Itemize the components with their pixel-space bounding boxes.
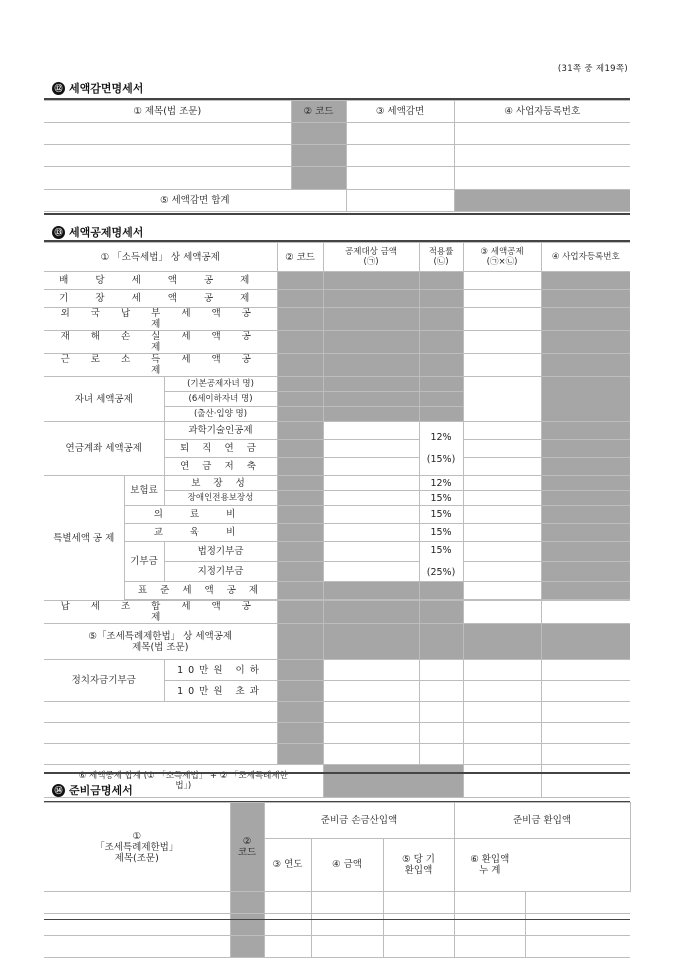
credit-input[interactable] — [463, 681, 541, 702]
shaded-cell — [541, 272, 630, 290]
code-cell[interactable] — [291, 145, 346, 167]
header-income-tax-credit: ① 「소득세법」 상 세액공제 — [44, 243, 277, 272]
cell-input[interactable] — [44, 167, 291, 190]
section-14-top-rule — [44, 772, 630, 774]
shaded-cell — [323, 377, 419, 392]
rate-input[interactable] — [419, 702, 463, 723]
credit-input[interactable] — [463, 601, 541, 624]
shaded-cell — [419, 308, 463, 331]
cell-input[interactable] — [454, 914, 525, 936]
credit-total-label-cont: 법」) — [175, 781, 192, 791]
pension-science: 과학기술인공제 — [164, 422, 277, 440]
section-13-label: 세액공제명세서 — [69, 226, 144, 239]
header-code — [230, 803, 264, 892]
bizno-input[interactable] — [541, 660, 630, 681]
header-bizno: ④ 사업자등록번호 — [454, 101, 630, 123]
bizno-input[interactable] — [541, 681, 630, 702]
code-cell — [277, 290, 323, 308]
special-tax-act-label: ⑤「조세특례제한법」 상 세액공제 — [88, 630, 233, 642]
row-bookkeeping-credit: 기 장 세 액 공 제 — [44, 290, 277, 308]
shaded-cell — [463, 624, 541, 660]
credit-input[interactable] — [463, 660, 541, 681]
section-13-title — [52, 224, 143, 240]
shaded-cell — [323, 354, 419, 377]
child-birth-adoption: (출산·입양 명) — [164, 407, 277, 422]
insurance-label: 보험료 — [124, 476, 164, 506]
shaded-cell — [419, 407, 463, 422]
donation-designated: 지정기부금 — [164, 562, 277, 582]
rate-donation-base: 15% — [430, 545, 452, 556]
insurance-coverage: 보 장 성 — [164, 476, 277, 491]
blank-input[interactable] — [44, 723, 277, 744]
code-cell — [277, 407, 323, 422]
header-rate-symbol: (㉡) — [433, 257, 449, 267]
credit-input[interactable] — [463, 744, 541, 765]
header-code: ② 코드 — [291, 101, 346, 123]
row-pension-credit: 연금계좌 세액공제 — [44, 422, 164, 476]
cell-input[interactable] — [264, 936, 311, 958]
amount-input[interactable] — [323, 542, 419, 562]
row-special-credit: 특별세액 공 제 — [44, 476, 124, 601]
shaded-cell — [323, 272, 419, 290]
section-12-title — [52, 80, 143, 96]
credit-input[interactable] — [463, 562, 541, 582]
row-special-tax-act — [44, 624, 277, 660]
header-act-number: ① — [132, 830, 142, 842]
code-cell — [277, 491, 323, 506]
credit-input[interactable] — [463, 702, 541, 723]
header-current-reversal-label: ⑤ 당 기 — [402, 853, 435, 865]
rate-donation-alt: (25%) — [426, 567, 456, 578]
shaded-cell — [323, 290, 419, 308]
code-cell — [277, 562, 323, 582]
blank-input[interactable] — [44, 744, 277, 765]
code-cell — [277, 458, 323, 476]
section-12-label: 세액감면명세서 — [69, 82, 144, 95]
political-over-100k: 10만원 초과 — [164, 681, 277, 702]
row-union-credit: 납 세 조 합 세 액 공 제 — [44, 601, 277, 624]
amount-input[interactable] — [323, 491, 419, 506]
shaded-cell — [541, 440, 630, 458]
credit-input[interactable] — [463, 476, 541, 491]
code-cell — [230, 914, 264, 936]
amount-input[interactable] — [323, 458, 419, 476]
code-cell — [277, 702, 323, 723]
shaded-cell — [419, 377, 463, 392]
credit-input[interactable] — [463, 290, 541, 308]
row-medical: 의 료 비 — [124, 506, 277, 524]
row-child-credit: 자녀 세액공제 — [44, 377, 164, 422]
credit-input[interactable] — [463, 331, 541, 354]
cell-input[interactable] — [44, 145, 291, 167]
shaded-cell — [541, 422, 630, 440]
shaded-cell — [323, 582, 419, 600]
amount-input[interactable] — [323, 524, 419, 542]
amount-input[interactable] — [323, 660, 419, 681]
cell-input[interactable] — [264, 892, 311, 914]
code-cell[interactable] — [291, 123, 346, 145]
header-code-number: ② — [242, 836, 252, 847]
header-title: ① 제목(법 조문) — [44, 101, 291, 123]
cell-input[interactable] — [346, 145, 454, 167]
code-cell — [277, 354, 323, 377]
header-target-amount-label: 공제대상 금액 — [345, 247, 397, 257]
shaded-cell — [541, 624, 630, 660]
shaded-cell — [419, 331, 463, 354]
code-cell[interactable] — [291, 167, 346, 190]
credit-input[interactable] — [463, 723, 541, 744]
cell-input[interactable] — [311, 936, 383, 958]
code-cell — [277, 744, 323, 765]
header-current-reversal — [383, 838, 454, 891]
code-cell — [277, 524, 323, 542]
shaded-cell — [323, 331, 419, 354]
tax-credit-table — [44, 242, 630, 798]
cell-input[interactable] — [525, 936, 630, 958]
bizno-input[interactable] — [541, 765, 630, 798]
rate-pension — [419, 422, 463, 476]
cell-input[interactable] — [383, 914, 454, 936]
row-political-donation: 정치자금기부금 — [44, 660, 164, 702]
header-inclusion: 준비금 손금산입액 — [264, 803, 454, 839]
credit-input[interactable] — [463, 422, 541, 440]
cell-input[interactable] — [454, 892, 525, 914]
header-act-title — [44, 803, 230, 892]
rate-pension-base: 12% — [430, 432, 452, 443]
shaded-cell — [323, 407, 419, 422]
credit-total-label: ⑥ 세액공제 합계 (① 「소득세법」 + ② 「조세특례제한 — [78, 771, 288, 781]
credit-input[interactable] — [463, 524, 541, 542]
code-cell — [277, 506, 323, 524]
shaded-cell — [323, 624, 419, 660]
amount-input[interactable] — [323, 440, 419, 458]
pension-savings: 연 금 저 축 — [164, 458, 277, 476]
rate-donation — [419, 542, 463, 582]
code-cell — [277, 582, 323, 600]
credit-input[interactable] — [463, 491, 541, 506]
shaded-cell — [541, 524, 630, 542]
cell-input[interactable] — [311, 892, 383, 914]
credit-input[interactable] — [463, 272, 541, 290]
header-reversal: 준비금 환입액 — [454, 803, 630, 839]
header-code-label: 코드 — [237, 847, 257, 858]
bizno-input[interactable] — [541, 601, 630, 624]
shaded-cell — [454, 190, 630, 212]
shaded-cell — [419, 272, 463, 290]
political-under-100k: 10만원 이하 — [164, 660, 277, 681]
donation-statutory: 법정기부금 — [164, 542, 277, 562]
shaded-cell — [541, 491, 630, 506]
shaded-cell — [541, 476, 630, 491]
shaded-cell — [323, 308, 419, 331]
shaded-cell — [323, 601, 419, 624]
cell-input[interactable] — [383, 892, 454, 914]
amount-input[interactable] — [323, 681, 419, 702]
cell-input[interactable] — [264, 914, 311, 936]
reduction-total-label: ⑤ 세액감면 합계 — [44, 190, 346, 212]
header-reduction: ③ 세액감면 — [346, 101, 454, 123]
rate-medical: 15% — [419, 506, 463, 524]
cell-input[interactable] — [383, 936, 454, 958]
cell-input[interactable] — [454, 167, 630, 190]
credit-input[interactable] — [463, 542, 541, 562]
shaded-cell — [541, 542, 630, 562]
code-cell — [230, 892, 264, 914]
header-code: ② 코드 — [277, 243, 323, 272]
shaded-cell — [541, 377, 630, 422]
shaded-cell — [419, 601, 463, 624]
credit-input[interactable] — [463, 582, 541, 600]
code-cell — [277, 308, 323, 331]
page-number: (31쪽 중 제19쪽) — [557, 64, 628, 74]
shaded-cell — [541, 331, 630, 354]
code-cell — [277, 272, 323, 290]
cell-input[interactable] — [44, 936, 230, 958]
cell-input[interactable] — [454, 936, 525, 958]
code-cell — [277, 601, 323, 624]
code-cell — [277, 624, 323, 660]
cell-input[interactable] — [525, 914, 630, 936]
code-cell — [277, 422, 323, 440]
rate-education: 15% — [419, 524, 463, 542]
shaded-cell — [419, 290, 463, 308]
tax-reduction-table — [44, 100, 630, 212]
section-14-title — [52, 782, 133, 798]
cell-input[interactable] — [346, 167, 454, 190]
cell-input[interactable] — [454, 123, 630, 145]
header-amount: ④ 금액 — [311, 838, 383, 891]
pension-retirement: 퇴 직 연 금 — [164, 440, 277, 458]
special-tax-act-sublabel: 제목(법 조문) — [132, 641, 189, 653]
credit-input[interactable] — [463, 458, 541, 476]
child-under-six: (6세이하자녀 명) — [164, 392, 277, 407]
code-cell — [277, 377, 323, 392]
section-12-number: ⑫ — [52, 82, 65, 95]
rate-insurance-disabled: 15% — [419, 491, 463, 506]
amount-input[interactable] — [323, 562, 419, 582]
code-cell — [277, 542, 323, 562]
header-rate-label: 적용률 — [428, 247, 454, 257]
amount-input[interactable] — [323, 744, 419, 765]
shaded-cell — [323, 765, 463, 798]
shaded-cell — [541, 458, 630, 476]
cell-input[interactable] — [311, 914, 383, 936]
credit-input[interactable] — [463, 440, 541, 458]
rate-input[interactable] — [419, 723, 463, 744]
credit-total-value[interactable] — [463, 765, 541, 798]
code-cell — [230, 936, 264, 958]
cell-input[interactable] — [44, 892, 230, 914]
shaded-cell — [419, 624, 463, 660]
cell-input[interactable] — [44, 123, 291, 145]
amount-input[interactable] — [323, 422, 419, 440]
header-rate — [419, 243, 463, 272]
amount-input[interactable] — [323, 506, 419, 524]
header-credit — [463, 243, 541, 272]
section-14-label: 준비금명세서 — [69, 784, 133, 797]
rate-insurance-coverage: 12% — [419, 476, 463, 491]
header-cumulative-label2: 누 계 — [479, 864, 501, 876]
cell-input[interactable] — [346, 123, 454, 145]
rate-input[interactable] — [419, 660, 463, 681]
bizno-input[interactable] — [541, 702, 630, 723]
row-education: 교 육 비 — [124, 524, 277, 542]
bizno-input[interactable] — [541, 744, 630, 765]
shaded-cell — [541, 562, 630, 582]
shaded-cell — [541, 290, 630, 308]
credit-input[interactable] — [463, 506, 541, 524]
cell-input[interactable] — [44, 914, 230, 936]
shaded-cell — [419, 354, 463, 377]
shaded-cell — [541, 582, 630, 600]
blank-input[interactable] — [44, 702, 277, 723]
donation-label: 기부금 — [124, 542, 164, 582]
shaded-cell — [323, 392, 419, 407]
rate-pension-alt: (15%) — [426, 454, 456, 465]
header-act-article: 제목(조문) — [114, 852, 159, 864]
reserve-table — [44, 802, 630, 958]
header-credit-formula: (㉠×㉡) — [486, 257, 518, 267]
shaded-cell — [541, 506, 630, 524]
cell-input[interactable] — [454, 145, 630, 167]
header-credit-label: ③ 세액공제 — [480, 247, 524, 257]
credit-input[interactable] — [463, 354, 541, 377]
insurance-disabled: 장애인전용보장성 — [164, 491, 277, 506]
header-year: ③ 연도 — [264, 838, 311, 891]
code-cell — [277, 681, 323, 702]
cell-input[interactable] — [525, 892, 630, 914]
code-cell — [277, 440, 323, 458]
header-cumulative-label: ⑥ 환입액 — [470, 853, 510, 865]
shaded-cell — [419, 392, 463, 407]
code-cell — [277, 723, 323, 744]
amount-input[interactable] — [323, 723, 419, 744]
row-standard-credit: 표 준 세 액 공 제 — [124, 582, 277, 600]
amount-input[interactable] — [323, 476, 419, 491]
child-basic: (기본공제자녀 명) — [164, 377, 277, 392]
row-earned-income-credit: 근 로 소 득 세 액 공 제 — [44, 354, 277, 377]
row-dividend-credit: 배 당 세 액 공 제 — [44, 272, 277, 290]
rate-input[interactable] — [419, 681, 463, 702]
code-cell — [277, 660, 323, 681]
header-target-amount-symbol: (㉠) — [363, 257, 379, 267]
credit-input[interactable] — [463, 377, 541, 422]
header-cumulative-reversal — [454, 838, 525, 891]
reduction-total-value[interactable] — [346, 190, 454, 212]
header-bizno: ④ 사업자등록번호 — [541, 243, 630, 272]
amount-input[interactable] — [323, 702, 419, 723]
code-cell — [277, 392, 323, 407]
shaded-cell — [419, 582, 463, 600]
section-14-bottom-rule — [44, 919, 630, 920]
code-cell — [277, 331, 323, 354]
row-disaster-loss-credit: 재 해 손 실 세 액 공 제 — [44, 331, 277, 354]
header-act-name: 「조세특례제한법」 — [95, 841, 179, 853]
header-current-reversal-label2: 환입액 — [404, 864, 433, 876]
credit-input[interactable] — [463, 308, 541, 331]
header-target-amount — [323, 243, 419, 272]
rate-input[interactable] — [419, 744, 463, 765]
code-cell — [277, 476, 323, 491]
bizno-input[interactable] — [541, 723, 630, 744]
section-13-top-rule — [44, 213, 630, 215]
shaded-cell — [541, 308, 630, 331]
section-13-number: ⑬ — [52, 226, 65, 239]
section-14-number: ⑭ — [52, 784, 65, 797]
shaded-cell — [541, 354, 630, 377]
row-foreign-tax-credit: 외 국 납 부 세 액 공 제 — [44, 308, 277, 331]
